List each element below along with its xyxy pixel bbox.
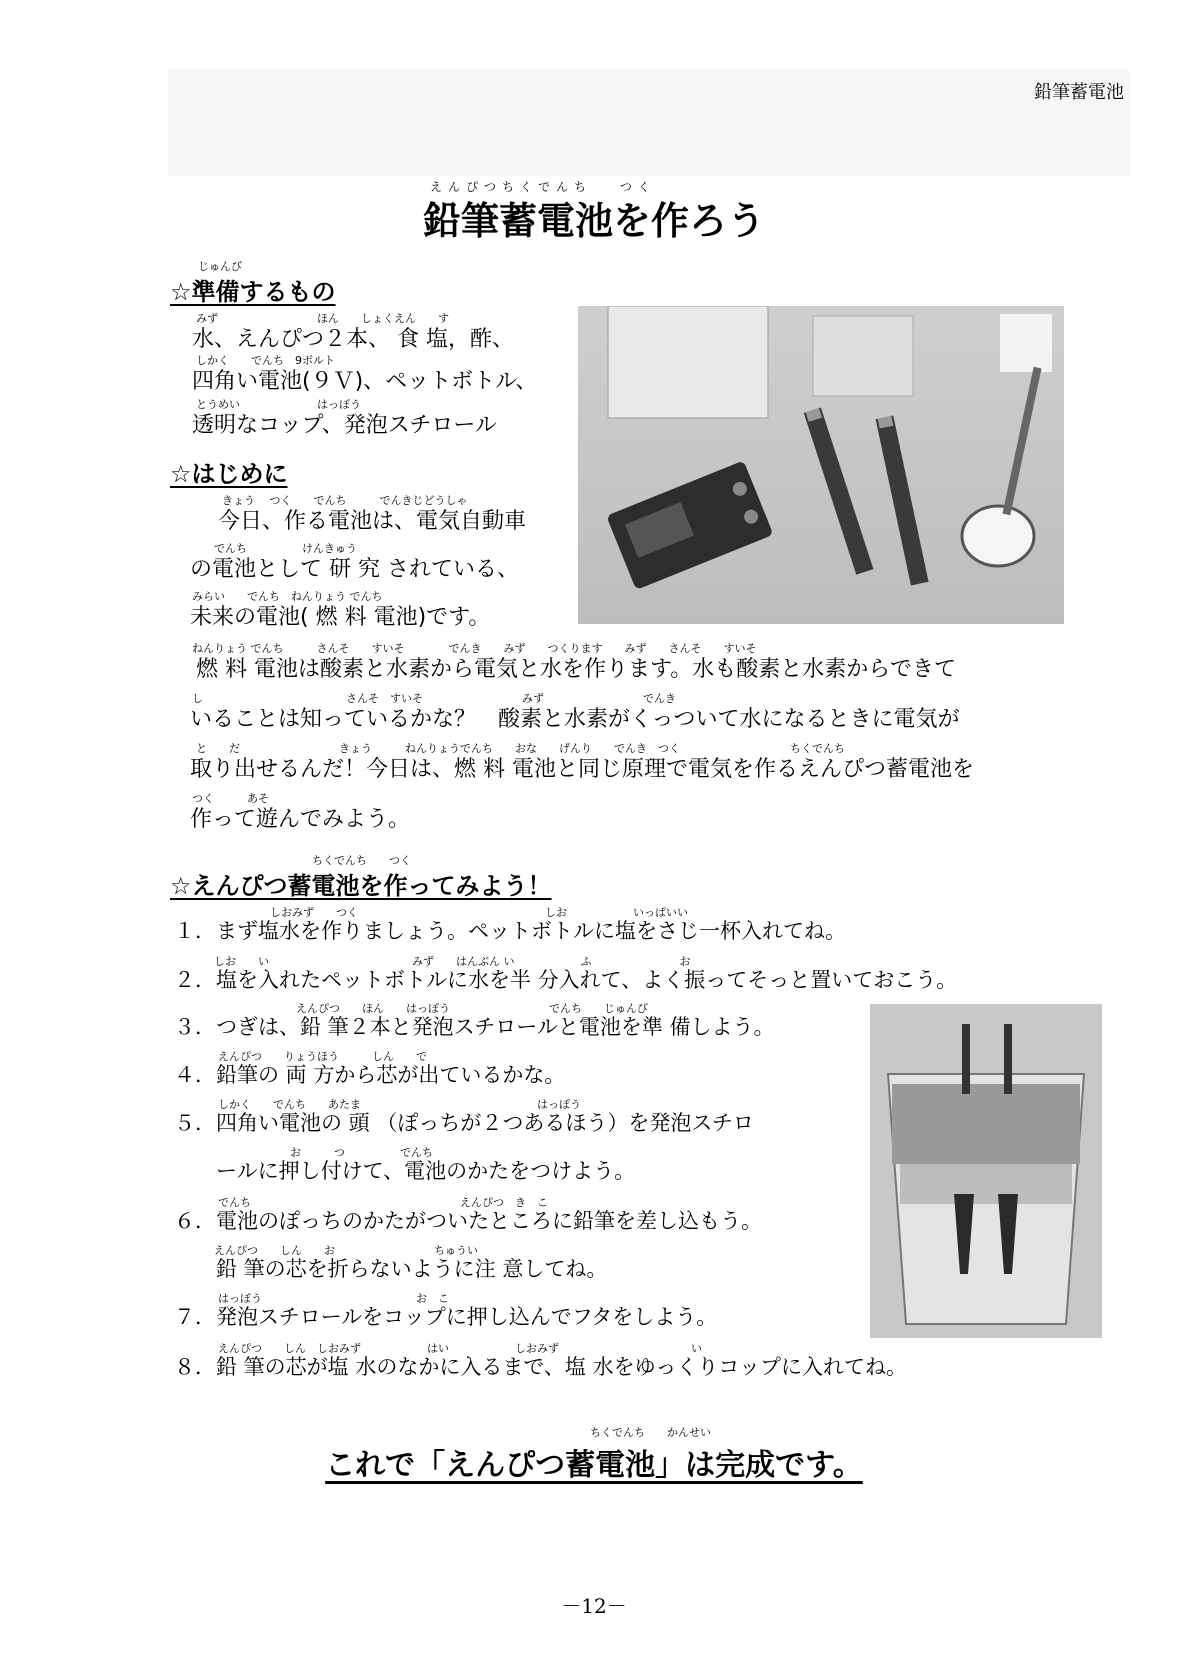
steps-heading-ruby: ちくでんち つく xyxy=(312,854,411,867)
final-ruby: ちくでんち かんせい xyxy=(590,1426,711,1439)
step-item: ５．四角い電池の 頭 （ぽっちが２つあるほう）を発泡スチロ xyxy=(174,1111,754,1135)
intro-para-line: 取り出せるんだ！今日は、燃 料 電池と同じ原理で電気を作るえんぴつ蓄電池を xyxy=(190,757,974,782)
materials-heading-ruby: じゅんび xyxy=(198,260,242,273)
steps-heading: ☆えんぴつ蓄電池を作ってみよう！ xyxy=(170,872,552,900)
header-band xyxy=(168,70,1130,176)
intro-para-line: 燃 料 電池は酸素と水素から電気と水を作ります。水も酸素と水素からできて xyxy=(196,657,957,682)
intro-line-ruby: みらい でんち ねんりょう でんち xyxy=(192,590,383,603)
step-ruby: えんぴつ しん お ちゅうい xyxy=(214,1244,478,1257)
title-ruby: えんぴつちくでんち つく xyxy=(430,180,656,194)
step-item: ールに押し付けて、電池のかたをつけよう。 xyxy=(174,1159,636,1183)
intro-line: 未来の電池( 燃 料 電池)です。 xyxy=(190,605,491,630)
materials-line: 透明なコップ、発泡スチロール xyxy=(192,413,497,438)
step-ruby: はっぽう お こ xyxy=(218,1292,449,1305)
intro-para-ruby: と だ きょう ねんりょうでんち おな げんり でんき つく ちくでんち xyxy=(196,742,845,755)
assembled-cup-illustration xyxy=(870,1004,1102,1338)
step-item: ３．つぎは、鉛 筆２本と発泡スチロールと電池を準 備しよう。 xyxy=(174,1015,775,1039)
step-ruby: お つ でんち xyxy=(290,1146,433,1159)
materials-line-ruby: とうめい はっぽう xyxy=(196,398,361,411)
intro-heading: ☆はじめに xyxy=(170,460,288,488)
completion-message: これで「えんぴつ蓄電池」は完成です。 xyxy=(325,1448,863,1483)
intro-para-ruby: つく あそ xyxy=(192,792,269,805)
step-ruby: しかく でんち あたま はっぽう xyxy=(218,1098,581,1111)
materials-line: 水、えんぴつ２本、 食 塩，酢、 xyxy=(192,327,514,352)
step-ruby: えんぴつ しん しおみず はい しおみず い xyxy=(218,1342,702,1355)
header-label: 鉛筆蓄電池 xyxy=(1034,82,1124,103)
assembled-cup-photo xyxy=(870,1004,1102,1338)
step-ruby: えんぴつ りょうほう しん で xyxy=(218,1050,427,1063)
intro-line-ruby: きょう つく でんち でんきじどうしゃ xyxy=(222,494,468,507)
materials-heading: ☆準備するもの xyxy=(170,278,336,306)
materials-photo xyxy=(578,306,1064,624)
step-item: ７．発泡スチロールをコップに押し込んでフタをしよう。 xyxy=(174,1305,718,1329)
intro-line-ruby: でんち けんきゅう xyxy=(214,542,357,555)
step-ruby: しお い みず はんぶん い ふ お xyxy=(214,955,691,968)
step-item: ６．電池のぽっちのかたがついたところに鉛筆を差し込もう。 xyxy=(174,1209,762,1233)
intro-para-line: 作って遊んでみよう。 xyxy=(190,807,411,832)
intro-para-ruby: ねんりょう でんち さんそ すいそ でんき みず つくります みず さんそ すいそ xyxy=(192,642,757,655)
intro-para-line: いることは知っているかな？ 酸素と水素がくっついて水になるときに電気が xyxy=(190,707,960,732)
intro-para-ruby: し さんそ すいそ みず でんき xyxy=(192,692,676,705)
step-item: １．まず塩水を作りましょう。ペットボトルに塩をさじ一杯入れてね。 xyxy=(174,919,846,943)
step-item: ４．鉛筆の 両 方から芯が出ているかな。 xyxy=(174,1063,566,1087)
materials-line: 四角い電池(９Ｖ)、ペットボトル、 xyxy=(192,369,538,394)
page-number: －12－ xyxy=(561,1594,627,1618)
materials-line-ruby: みず ほん しょくえん す xyxy=(196,312,449,325)
intro-line: 今日、作る電池は、電気自動車 xyxy=(218,509,527,534)
page-title: 鉛筆蓄電池を作ろう xyxy=(422,199,765,243)
step-item: 鉛 筆の芯を折らないように注 意してね。 xyxy=(174,1257,608,1281)
step-ruby: でんち えんぴつ き こ xyxy=(218,1196,548,1209)
intro-line: の電池として 研 究 されている、 xyxy=(190,557,519,582)
step-item: ８．鉛 筆の芯が塩 水のなかに入るまで、塩 水をゆっくりコップに入れてね。 xyxy=(174,1355,907,1379)
materials-line-ruby: しかく でんち 9ボルト xyxy=(196,354,335,367)
materials-photo-illustration xyxy=(578,306,1064,624)
step-ruby: しおみず つく しお いっぱいい xyxy=(270,906,688,919)
step-ruby: えんぴつ ほん はっぽう でんち じゅんび xyxy=(296,1002,648,1015)
step-item: ２．塩を入れたペットボトルに水を半 分入れて、よく振ってそっと置いておこう。 xyxy=(174,968,958,992)
